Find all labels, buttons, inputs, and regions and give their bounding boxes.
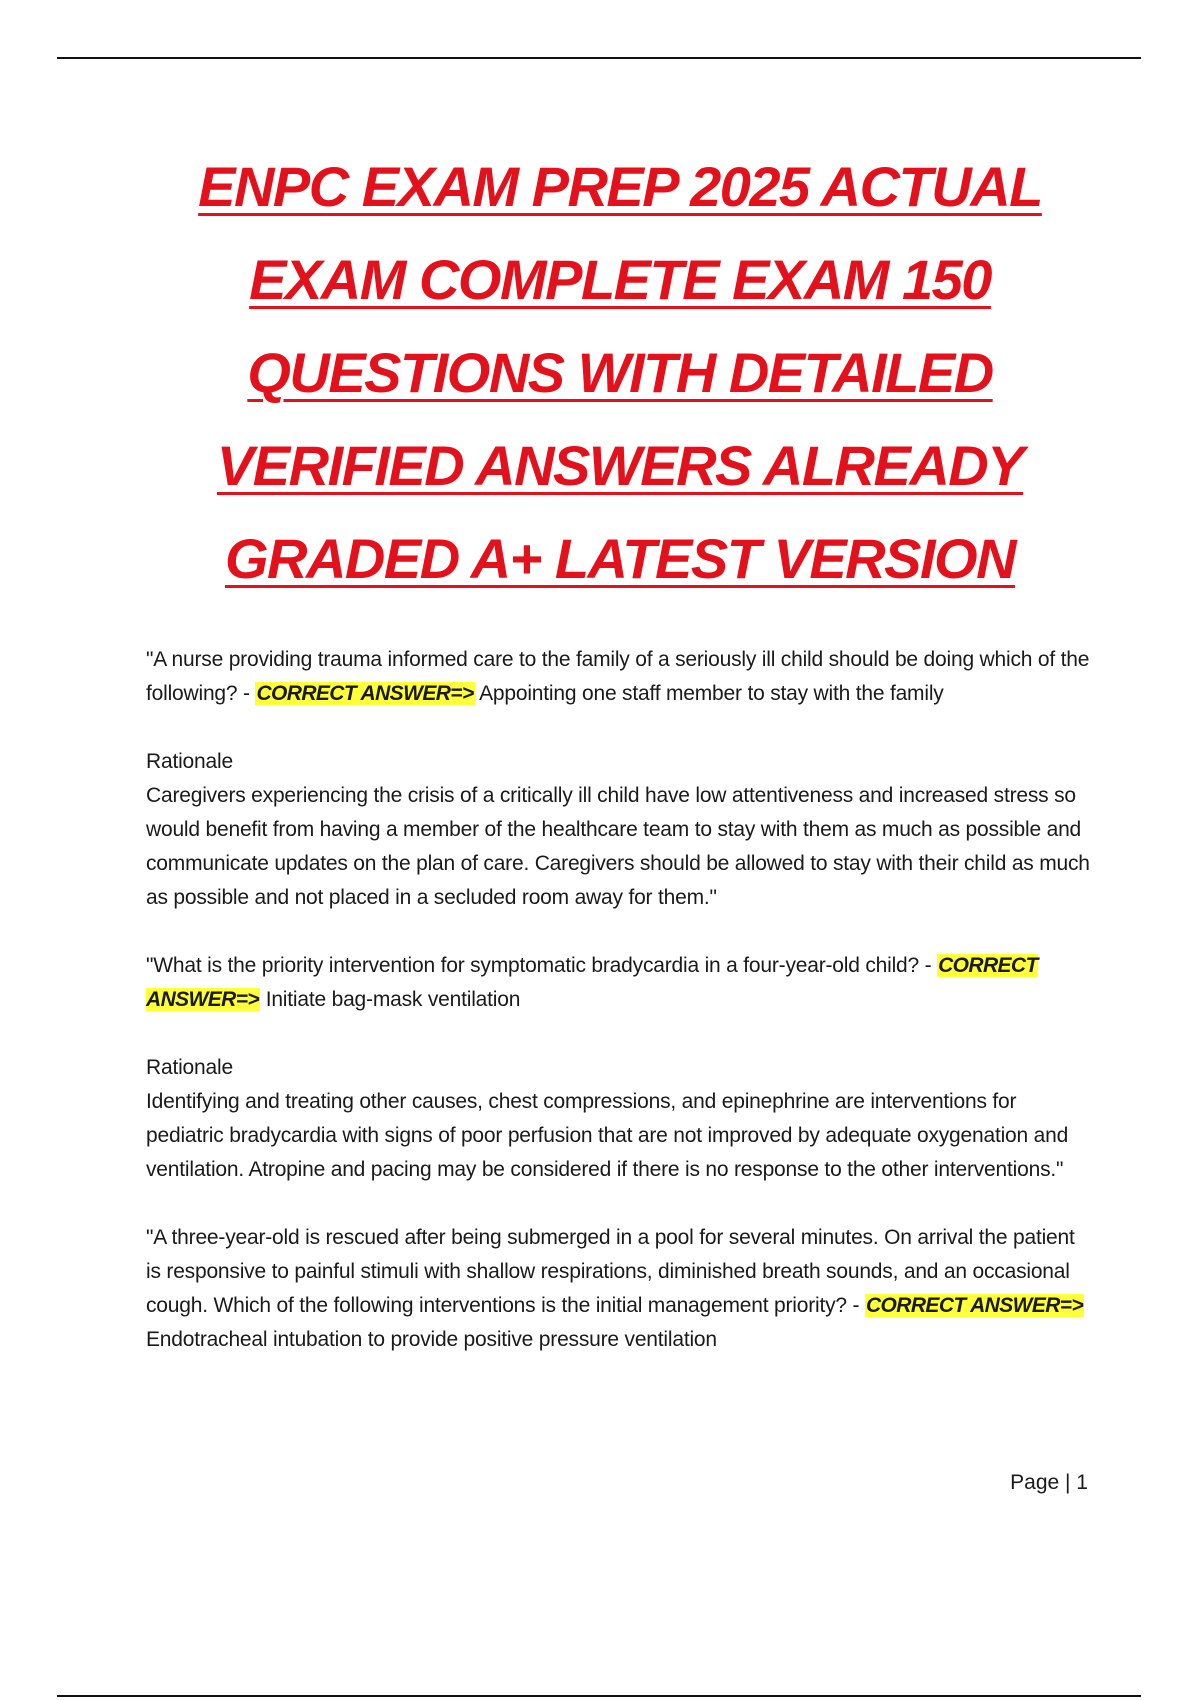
- title-line: EXAM COMPLETE EXAM 150: [249, 248, 991, 311]
- question-text: "A nurse providing trauma informed care to the family of a seriously ill child should be doing which of the following? -: [146, 648, 1090, 705]
- title-line: GRADED A+ LATEST VERSION: [224, 527, 1016, 590]
- answer-text: Appointing one staff member to stay with the family: [474, 682, 944, 705]
- title-line: QUESTIONS WITH DETAILED: [247, 341, 993, 404]
- answer-text: Initiate bag-mask ventilation: [260, 988, 521, 1011]
- question-2: [146, 949, 1091, 1017]
- correct-answer-marker: CORRECT ANSWER=>: [146, 954, 1038, 1011]
- document-body: [146, 643, 1091, 1391]
- page-number: Page | 1: [1010, 1471, 1088, 1494]
- question-text: "What is the priority intervention for symptomatic bradycardia in a four-year-old child? -: [146, 954, 938, 977]
- question-text: "A three-year-old is rescued after being submerged in a pool for several minutes. On arrival the patient is responsive to painful stimuli with shallow respirations, diminished breath sounds, and an occasional cough. Which of the following interventions is the initial management priority? -: [146, 1226, 1075, 1317]
- top-rule: [57, 57, 1141, 59]
- rationale-text: Caregivers experiencing the crisis of a critically ill child have low attentiveness and increased stress so would benefit from having a member of the healthcare team to stay with them as much as possible and communicate updates on the plan of care. Caregivers should be allowed to stay with their child as much as possible and not placed in a secluded room away for them.": [146, 784, 1090, 909]
- title-line: ENPC EXAM PREP 2025 ACTUAL: [198, 155, 1042, 218]
- rationale-text: Identifying and treating other causes, chest compressions, and epinephrine are interventions for pediatric bradycardia with signs of poor perfusion that are not improved by adequate oxygenation and ventilation. Atropine and pacing may be considered if there is no response to the other interventions.": [146, 1090, 1069, 1181]
- question-3: [146, 1221, 1091, 1357]
- question-1: [146, 643, 1091, 711]
- rationale-1: [146, 745, 1091, 915]
- document-title: [140, 140, 1100, 605]
- correct-answer-marker: CORRECT ANSWER=>: [256, 682, 474, 705]
- rationale-label: Rationale: [146, 750, 233, 773]
- rationale-2: [146, 1051, 1091, 1187]
- correct-answer-marker: CORRECT ANSWER=>: [865, 1294, 1084, 1317]
- title-line: VERIFIED ANSWERS ALREADY: [216, 434, 1024, 497]
- bottom-rule: [57, 1695, 1141, 1697]
- rationale-label: Rationale: [146, 1056, 233, 1079]
- answer-text: Endotracheal intubation to provide positive pressure ventilation: [146, 1328, 717, 1351]
